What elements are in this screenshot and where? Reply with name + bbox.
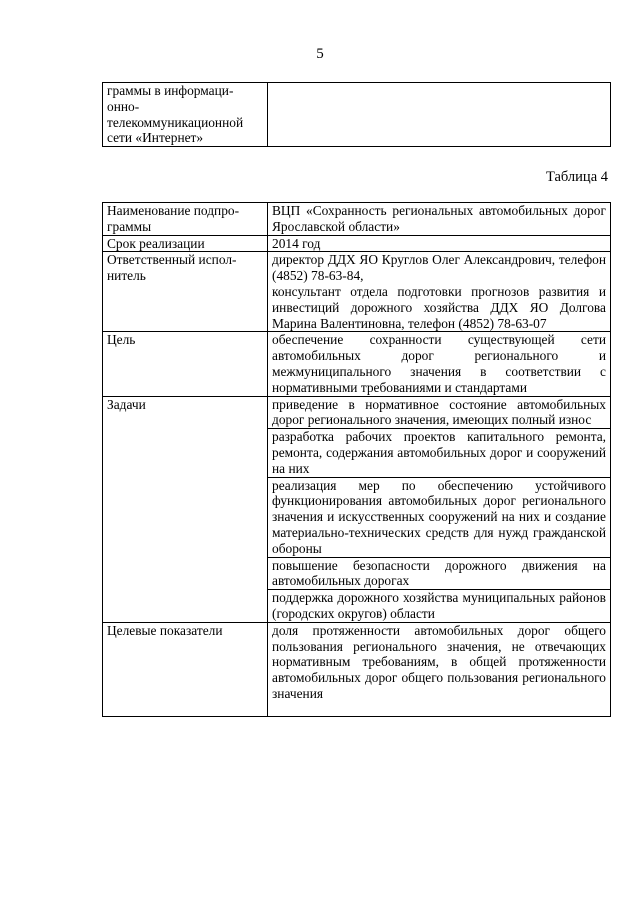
table-row bbox=[103, 332, 611, 396]
cell-text-line: телекоммуникационной bbox=[107, 114, 244, 130]
table-row bbox=[103, 396, 611, 429]
row-label: Задачи bbox=[103, 396, 268, 622]
row-label bbox=[103, 203, 268, 236]
task-item: разработка рабочих проектов капитального ремонта, ремонта, содержания автомобильных дорог и сооружений на них bbox=[268, 429, 611, 477]
row-label: Цель bbox=[103, 332, 268, 396]
table-caption: Таблица 4 bbox=[545, 169, 608, 185]
continuation-table bbox=[102, 82, 611, 147]
cell-text-line: онно- bbox=[107, 98, 140, 114]
row-label: Срок реализации bbox=[103, 235, 268, 252]
page-number: 5 bbox=[316, 46, 324, 62]
value-paragraph: директор ДДХ ЯО Круглов Олег Александрович, телефон (4852) 78-63-84, bbox=[272, 252, 606, 284]
row-value: обеспечение сохранности существующей сети автомобильных дорог регионального и межмуниципального значения в соответствии с нормативными требованиями и стандартами bbox=[268, 332, 611, 396]
label-line: нитель bbox=[107, 268, 146, 284]
label-line: Наименование подпро- bbox=[107, 203, 240, 218]
task-item: поддержка дорожного хозяйства муниципальных районов (городских округов) области bbox=[268, 590, 611, 623]
row-label bbox=[103, 252, 268, 332]
row-value bbox=[268, 252, 611, 332]
cell-text-line: граммы в информаци- bbox=[107, 83, 234, 98]
task-item: приведение в нормативное состояние автомобильных дорог регионального значения, имеющих полный износ bbox=[268, 396, 611, 429]
table-cell-label bbox=[103, 83, 268, 147]
passport-table bbox=[102, 202, 611, 717]
label-line: Ответственный испол- bbox=[107, 252, 237, 268]
task-item: повышение безопасности дорожного движения на автомобильных дорогах bbox=[268, 557, 611, 590]
cell-text-line: сети «Интернет» bbox=[107, 130, 204, 146]
table-cell-value bbox=[268, 83, 611, 147]
row-value: доля протяженности автомобильных дорог общего пользования регионального значения, не отвечающих нормативным требованиям, в общей протяженности автомобильных дорог общего пользования регионального значения bbox=[268, 622, 611, 716]
table-row bbox=[103, 83, 611, 147]
table-row bbox=[103, 235, 611, 252]
value-paragraph: консультант отдела подготовки прогнозов развития и инвестиций дорожного хозяйства ДДХ ЯО Долгова Марина Валентиновна, телефон (4852) 78-63-07 bbox=[272, 283, 606, 331]
row-value: 2014 год bbox=[268, 235, 611, 252]
table-row bbox=[103, 252, 611, 332]
row-value: ВЦП «Сохранность региональных автомобильных дорог Ярославской области» bbox=[268, 203, 611, 236]
table-row bbox=[103, 203, 611, 236]
label-line: граммы bbox=[107, 218, 152, 234]
table-row bbox=[103, 622, 611, 716]
task-item: реализация мер по обеспечению устойчивого функционирования автомобильных дорог регионального значения и искусственных сооружений на них и создание материально-технических средств для нужд гражданской обороны bbox=[268, 477, 611, 557]
row-label: Целевые показатели bbox=[103, 622, 268, 716]
